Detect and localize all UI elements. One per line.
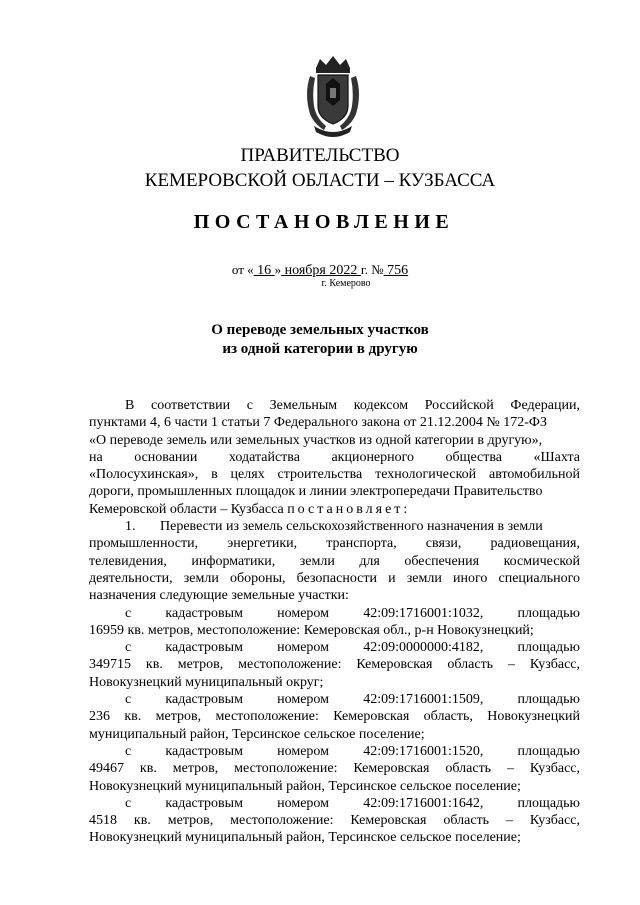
date-prefix: от bbox=[231, 262, 244, 277]
body-line bbox=[89, 501, 580, 518]
subject-line1: О переводе земельных участков bbox=[211, 322, 429, 338]
date-year-suffix: г. bbox=[360, 262, 368, 277]
date-quote-open: « bbox=[247, 262, 254, 277]
org-name-line2: КЕМЕРОВСКОЙ ОБЛАСТИ – КУЗБАССА bbox=[144, 170, 496, 191]
document-date-number bbox=[0, 262, 640, 279]
plot-line: 236 кв. метров, местоположение: Кемеровская область, Новокузнецкий bbox=[89, 709, 580, 725]
document-type-title: ПОСТАНОВЛЕНИЕ bbox=[193, 211, 455, 233]
number-sign: № bbox=[371, 262, 384, 277]
plot-line: Новокузнецкий муниципальный округ; bbox=[89, 674, 324, 690]
plot-line: Новокузнецкий муниципальный район, Терсинское сельское поселение; bbox=[89, 830, 521, 846]
item-line: промышленности, энергетики, транспорта, связи, радиовещания, bbox=[89, 536, 580, 552]
plot-line: с кадастровым номером 42:09:0000000:4182, площадью bbox=[125, 640, 580, 656]
item-number: 1. bbox=[125, 519, 136, 535]
item-line: деятельности, земли обороны, безопасности и земли иного специального bbox=[89, 570, 580, 586]
plot-line: муниципальный район, Терсинское сельское поселение; bbox=[89, 726, 425, 742]
plot-line: 16959 кв. метров, местоположение: Кемеровская обл., р-н Новокузнецкий; bbox=[89, 622, 534, 638]
body-line: на основании ходатайства акционерного общества «Шахта bbox=[89, 449, 580, 465]
body-line: В соответствии с Земельным кодексом Российской Федерации, bbox=[125, 398, 580, 413]
item-line: телевидения, информатики, земли для обеспечения космической bbox=[89, 553, 580, 569]
plot-line: 4518 кв. метров, местоположение: Кемеровская область – Кузбасс, bbox=[89, 813, 580, 829]
date-quote-close: » bbox=[274, 262, 282, 277]
document-body bbox=[89, 397, 580, 847]
plot-line: 49467 кв. метров, местоположение: Кемеровская область – Кузбасс, bbox=[89, 761, 580, 777]
body-fragment: Кемеровской области – Кузбасса bbox=[89, 501, 284, 517]
body-line: дороги, промышленных площадок и линии электропередачи Правительство bbox=[89, 484, 543, 500]
coat-of-arms-icon bbox=[302, 54, 364, 138]
document-number: 756 bbox=[383, 263, 409, 278]
plot-line: 349715 кв. метров, местоположение: Кемеровская область – Кузбасс, bbox=[89, 657, 580, 673]
plot-line: с кадастровым номером 42:09:1716001:1520, площадью bbox=[125, 743, 580, 759]
body-line: «О переводе земель или земельных участков из одной категории в другую», bbox=[89, 432, 543, 448]
plot-line: с кадастровым номером 42:09:1716001:1642, площадью bbox=[125, 795, 580, 811]
org-name-line1: ПРАВИТЕЛЬСТВО bbox=[240, 145, 400, 166]
date-day: 16 bbox=[253, 263, 275, 278]
item-line bbox=[89, 518, 580, 535]
body-line: «Полосухинская», в целях строительства технологической автомобильной bbox=[89, 467, 580, 483]
date-month-year: ноября 2022 bbox=[281, 263, 361, 278]
document-city: г. Кемерово bbox=[321, 278, 371, 289]
plot-line: Новокузнецкий муниципальный район, Терсинское сельское поселение; bbox=[89, 778, 521, 794]
subject-line2: из одной категории в другую bbox=[222, 341, 418, 357]
plot-line: с кадастровым номером 42:09:1716001:1032, площадью bbox=[125, 605, 580, 621]
document-subject bbox=[0, 321, 640, 359]
item-line: назначения следующие земельные участки: bbox=[89, 588, 349, 604]
body-line: пунктами 4, 6 части 1 статьи 7 Федерального закона от 21.12.2004 № 172-ФЗ bbox=[89, 415, 547, 431]
resolve-word: постановляет: bbox=[287, 501, 411, 517]
plot-line: с кадастровым номером 42:09:1716001:1509, площадью bbox=[125, 692, 580, 708]
item-text: Перевести из земель сельскохозяйственного назначения в земли bbox=[160, 519, 543, 535]
